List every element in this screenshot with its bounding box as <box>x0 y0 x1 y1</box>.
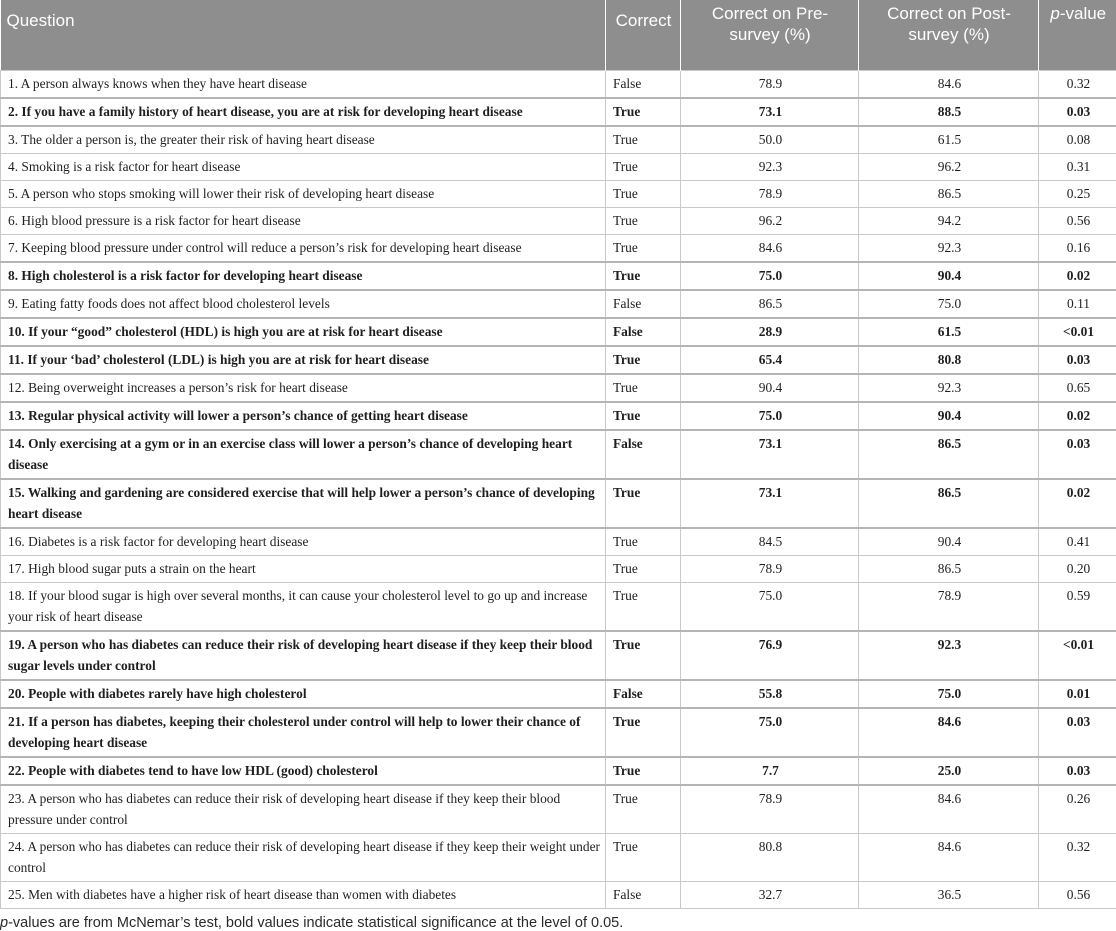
question-cell: 4. Smoking is a risk factor for heart disease <box>1 154 606 181</box>
correct-answer-cell: True <box>606 98 681 126</box>
table-row <box>1 785 1116 834</box>
table-row <box>1 882 1116 909</box>
post-survey-cell: 92.3 <box>859 235 1039 263</box>
correct-answer-cell: True <box>606 374 681 402</box>
footnote-text: -values are from McNemar’s test, bold values indicate statistical significance at the level of 0.05. <box>8 915 623 931</box>
correct-answer-cell: True <box>606 631 681 680</box>
pre-survey-cell: 86.5 <box>681 290 859 318</box>
question-cell: 17. High blood sugar puts a strain on the heart <box>1 556 606 583</box>
p-value-cell: 0.03 <box>1039 98 1116 126</box>
header-correct: Correct <box>606 0 681 71</box>
correct-answer-cell: True <box>606 208 681 235</box>
p-value-cell: 0.03 <box>1039 346 1116 374</box>
post-survey-cell: 61.5 <box>859 318 1039 346</box>
p-value-cell: 0.41 <box>1039 528 1116 556</box>
correct-answer-cell: True <box>606 708 681 757</box>
pre-survey-cell: 96.2 <box>681 208 859 235</box>
table-row <box>1 126 1116 154</box>
correct-answer-cell: False <box>606 318 681 346</box>
pre-survey-cell: 92.3 <box>681 154 859 181</box>
question-cell: 6. High blood pressure is a risk factor for heart disease <box>1 208 606 235</box>
p-value-cell: 0.02 <box>1039 402 1116 430</box>
p-value-cell: 0.65 <box>1039 374 1116 402</box>
table-footnote <box>0 909 1116 931</box>
question-cell: 24. A person who has diabetes can reduce their risk of developing heart disease if they keep their weight under control <box>1 834 606 882</box>
p-value-cell: 0.20 <box>1039 556 1116 583</box>
table-row <box>1 374 1116 402</box>
post-survey-cell: 25.0 <box>859 757 1039 785</box>
pre-survey-cell: 28.9 <box>681 318 859 346</box>
correct-answer-cell: True <box>606 262 681 290</box>
post-survey-cell: 36.5 <box>859 882 1039 909</box>
pre-survey-cell: 78.9 <box>681 785 859 834</box>
correct-answer-cell: True <box>606 402 681 430</box>
pre-survey-cell: 78.9 <box>681 181 859 208</box>
p-value-cell: 0.11 <box>1039 290 1116 318</box>
post-survey-cell: 78.9 <box>859 583 1039 632</box>
post-survey-cell: 94.2 <box>859 208 1039 235</box>
table-header-row <box>1 0 1116 71</box>
post-survey-cell: 86.5 <box>859 479 1039 528</box>
question-cell: 25. Men with diabetes have a higher risk of heart disease than women with diabetes <box>1 882 606 909</box>
pre-survey-cell: 84.5 <box>681 528 859 556</box>
question-cell: 8. High cholesterol is a risk factor for developing heart disease <box>1 262 606 290</box>
post-survey-cell: 96.2 <box>859 154 1039 181</box>
table-row <box>1 430 1116 479</box>
question-cell: 11. If your ‘bad’ cholesterol (LDL) is high you are at risk for heart disease <box>1 346 606 374</box>
pre-survey-cell: 75.0 <box>681 583 859 632</box>
question-cell: 21. If a person has diabetes, keeping their cholesterol under control will help to lower their chance of developing heart disease <box>1 708 606 757</box>
post-survey-cell: 90.4 <box>859 402 1039 430</box>
pre-survey-cell: 55.8 <box>681 680 859 708</box>
footnote-p-italic: p <box>0 915 8 931</box>
table-row <box>1 208 1116 235</box>
question-cell: 20. People with diabetes rarely have high cholesterol <box>1 680 606 708</box>
table-row <box>1 402 1116 430</box>
p-value-cell: 0.56 <box>1039 208 1116 235</box>
post-survey-cell: 84.6 <box>859 708 1039 757</box>
question-cell: 13. Regular physical activity will lower a person’s chance of getting heart disease <box>1 402 606 430</box>
correct-answer-cell: False <box>606 290 681 318</box>
p-value-cell: 0.31 <box>1039 154 1116 181</box>
p-value-cell: 0.02 <box>1039 262 1116 290</box>
p-value-cell: <0.01 <box>1039 631 1116 680</box>
question-cell: 16. Diabetes is a risk factor for developing heart disease <box>1 528 606 556</box>
question-cell: 5. A person who stops smoking will lower their risk of developing heart disease <box>1 181 606 208</box>
pre-survey-cell: 78.9 <box>681 71 859 99</box>
table-row <box>1 631 1116 680</box>
p-value-cell: 0.03 <box>1039 757 1116 785</box>
correct-answer-cell: True <box>606 528 681 556</box>
post-survey-cell: 86.5 <box>859 556 1039 583</box>
table-row <box>1 479 1116 528</box>
header-pre-survey: Correct on Pre-survey (%) <box>681 0 859 71</box>
question-cell: 15. Walking and gardening are considered exercise that will help lower a person’s chance of developing heart disease <box>1 479 606 528</box>
post-survey-cell: 86.5 <box>859 430 1039 479</box>
pre-survey-cell: 75.0 <box>681 708 859 757</box>
pre-survey-cell: 65.4 <box>681 346 859 374</box>
table-row <box>1 708 1116 757</box>
p-value-cell: <0.01 <box>1039 318 1116 346</box>
table-row <box>1 181 1116 208</box>
post-survey-cell: 84.6 <box>859 785 1039 834</box>
correct-answer-cell: True <box>606 346 681 374</box>
question-cell: 23. A person who has diabetes can reduce their risk of developing heart disease if they keep their blood pressure under control <box>1 785 606 834</box>
p-value-cell: 0.01 <box>1039 680 1116 708</box>
table-row <box>1 834 1116 882</box>
header-p-value <box>1039 0 1116 71</box>
pre-survey-cell: 90.4 <box>681 374 859 402</box>
correct-answer-cell: True <box>606 154 681 181</box>
pre-survey-cell: 84.6 <box>681 235 859 263</box>
table-row <box>1 583 1116 632</box>
correct-answer-cell: True <box>606 181 681 208</box>
table-row <box>1 757 1116 785</box>
table-row <box>1 154 1116 181</box>
table-row <box>1 98 1116 126</box>
pre-survey-cell: 76.9 <box>681 631 859 680</box>
post-survey-cell: 90.4 <box>859 262 1039 290</box>
question-cell: 10. If your “good” cholesterol (HDL) is high you are at risk for heart disease <box>1 318 606 346</box>
pre-survey-cell: 32.7 <box>681 882 859 909</box>
post-survey-cell: 84.6 <box>859 71 1039 99</box>
question-cell: 2. If you have a family history of heart disease, you are at risk for developing heart disease <box>1 98 606 126</box>
question-cell: 12. Being overweight increases a person’s risk for heart disease <box>1 374 606 402</box>
post-survey-cell: 80.8 <box>859 346 1039 374</box>
correct-answer-cell: True <box>606 479 681 528</box>
correct-answer-cell: False <box>606 680 681 708</box>
pre-survey-cell: 80.8 <box>681 834 859 882</box>
correct-answer-cell: False <box>606 71 681 99</box>
correct-answer-cell: True <box>606 834 681 882</box>
pre-survey-cell: 73.1 <box>681 479 859 528</box>
question-cell: 3. The older a person is, the greater their risk of having heart disease <box>1 126 606 154</box>
pre-survey-cell: 75.0 <box>681 402 859 430</box>
correct-answer-cell: True <box>606 235 681 263</box>
question-cell: 7. Keeping blood pressure under control will reduce a person’s risk for developing heart disease <box>1 235 606 263</box>
correct-answer-cell: True <box>606 556 681 583</box>
post-survey-cell: 92.3 <box>859 374 1039 402</box>
p-value-cell: 0.32 <box>1039 834 1116 882</box>
post-survey-cell: 61.5 <box>859 126 1039 154</box>
p-value-cell: 0.32 <box>1039 71 1116 99</box>
pre-survey-cell: 7.7 <box>681 757 859 785</box>
question-cell: 1. A person always knows when they have heart disease <box>1 71 606 99</box>
p-value-cell: 0.16 <box>1039 235 1116 263</box>
question-cell: 9. Eating fatty foods does not affect blood cholesterol levels <box>1 290 606 318</box>
table-row <box>1 262 1116 290</box>
correct-answer-cell: True <box>606 583 681 632</box>
table-row <box>1 235 1116 263</box>
post-survey-cell: 75.0 <box>859 680 1039 708</box>
correct-answer-cell: False <box>606 430 681 479</box>
p-value-cell: 0.26 <box>1039 785 1116 834</box>
pre-survey-cell: 73.1 <box>681 98 859 126</box>
question-cell: 14. Only exercising at a gym or in an exercise class will lower a person’s chance of developing heart disease <box>1 430 606 479</box>
header-question: Question <box>1 0 606 71</box>
pre-survey-cell: 73.1 <box>681 430 859 479</box>
correct-answer-cell: True <box>606 126 681 154</box>
table-row <box>1 71 1116 99</box>
p-value-cell: 0.03 <box>1039 708 1116 757</box>
pre-survey-cell: 78.9 <box>681 556 859 583</box>
p-value-cell: 0.03 <box>1039 430 1116 479</box>
p-value-cell: 0.08 <box>1039 126 1116 154</box>
post-survey-cell: 90.4 <box>859 528 1039 556</box>
table-row <box>1 528 1116 556</box>
correct-answer-cell: True <box>606 785 681 834</box>
post-survey-cell: 88.5 <box>859 98 1039 126</box>
post-survey-cell: 92.3 <box>859 631 1039 680</box>
pre-survey-cell: 50.0 <box>681 126 859 154</box>
p-value-cell: 0.59 <box>1039 583 1116 632</box>
pre-survey-cell: 75.0 <box>681 262 859 290</box>
table-row <box>1 346 1116 374</box>
question-cell: 19. A person who has diabetes can reduce their risk of developing heart disease if they keep their blood sugar levels under control <box>1 631 606 680</box>
table-row <box>1 680 1116 708</box>
p-value-cell: 0.02 <box>1039 479 1116 528</box>
p-value-cell: 0.25 <box>1039 181 1116 208</box>
header-post-survey: Correct on Post-survey (%) <box>859 0 1039 71</box>
post-survey-cell: 84.6 <box>859 834 1039 882</box>
header-p-rest: -value <box>1060 4 1106 23</box>
table-row <box>1 290 1116 318</box>
question-cell: 22. People with diabetes tend to have low HDL (good) cholesterol <box>1 757 606 785</box>
table-row <box>1 318 1116 346</box>
table-row <box>1 556 1116 583</box>
table-body <box>1 71 1116 909</box>
correct-answer-cell: True <box>606 757 681 785</box>
header-p-italic: p <box>1050 4 1059 23</box>
correct-answer-cell: False <box>606 882 681 909</box>
p-value-cell: 0.56 <box>1039 882 1116 909</box>
question-cell: 18. If your blood sugar is high over several months, it can cause your cholesterol level to go up and increase your risk of heart disease <box>1 583 606 632</box>
post-survey-cell: 75.0 <box>859 290 1039 318</box>
post-survey-cell: 86.5 <box>859 181 1039 208</box>
